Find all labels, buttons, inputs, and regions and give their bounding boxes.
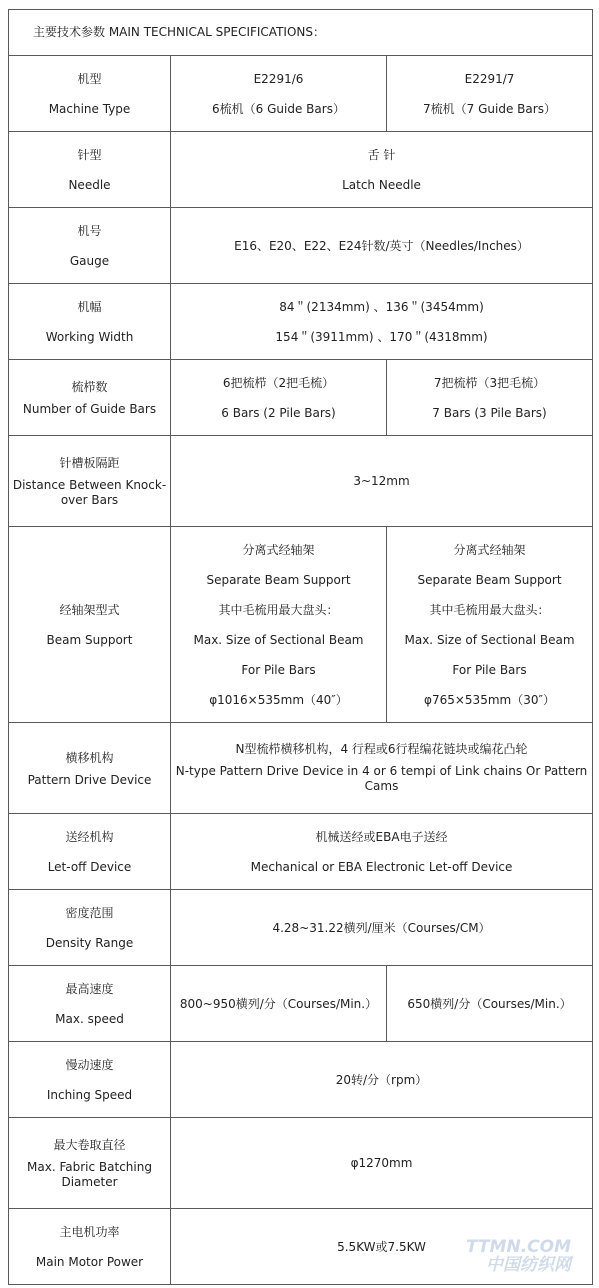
- spec-label-en: Machine Type: [48, 101, 131, 116]
- spec-value-line: 20转/分（rpm）: [335, 1072, 428, 1087]
- spec-value-line: φ765×535mm（30″）: [424, 692, 555, 707]
- spec-value-line: N-type Pattern Drive Device in 4 or 6 tempi of Link chains Or Pattern Cams: [175, 764, 588, 793]
- spec-label-en: Density Range: [45, 935, 134, 950]
- spec-value-cell-right: [387, 56, 593, 132]
- spec-label-zh: 最高速度: [65, 981, 114, 996]
- table-row: [9, 360, 593, 436]
- spec-value-cell: [171, 436, 593, 527]
- table-row: [9, 1118, 593, 1209]
- table-title: 主要技术参数 MAIN TECHNICAL SPECIFICATIONS：: [9, 10, 593, 56]
- spec-label-zh: 主电机功率: [59, 1224, 120, 1239]
- spec-value-line: Max. Size of Sectional Beam: [404, 632, 575, 647]
- spec-label-en: Distance Between Knock-over Bars: [12, 478, 167, 507]
- spec-label-zh: 横移机构: [65, 750, 114, 765]
- spec-label-cell: [9, 436, 171, 527]
- table-row: [9, 56, 593, 132]
- spec-label-cell: [9, 208, 171, 284]
- spec-label-cell: [9, 966, 171, 1042]
- spec-value-line: 800~950横列/分（Courses/Min.）: [179, 996, 378, 1011]
- spec-value-line: For Pile Bars: [241, 662, 316, 677]
- spec-value-cell-right: [387, 527, 593, 723]
- spec-label-zh: 送经机构: [65, 829, 114, 844]
- spec-label-zh: 经轴架型式: [59, 602, 120, 617]
- spec-label-en: Inching Speed: [46, 1087, 133, 1102]
- spec-value-line: E2291/6: [253, 71, 304, 86]
- spec-value-line: Separate Beam Support: [206, 572, 351, 587]
- spec-label-cell: [9, 284, 171, 360]
- spec-value-cell-left: [171, 527, 387, 723]
- spec-value-line: 舌 针: [367, 147, 396, 162]
- spec-value-cell-right: [387, 966, 593, 1042]
- spec-value-line: 84＂(2134mm) 、136＂(3454mm): [279, 299, 484, 314]
- table-row: [9, 208, 593, 284]
- table-row: [9, 284, 593, 360]
- spec-label-en: Working Width: [45, 329, 134, 344]
- spec-value-line: 6把梳栉（2把毛梳）: [222, 375, 335, 390]
- spec-value-line: 5.5KW或7.5KW: [337, 1239, 426, 1254]
- spec-value-line: φ1016×535mm（40″）: [209, 692, 348, 707]
- spec-value-cell-right: [387, 360, 593, 436]
- table-row: [9, 1042, 593, 1118]
- spec-value-cell: [171, 132, 593, 208]
- spec-value-line: N型梳栉横移机构，4 行程或6行程编花链块或编花凸轮: [235, 742, 528, 756]
- spec-table: [8, 9, 593, 1285]
- spec-value-line: E16、E20、E22、E24针数/英寸（Needles/Inches）: [234, 238, 529, 253]
- spec-value-line: 7 Bars (3 Pile Bars): [432, 405, 547, 420]
- spec-label-cell: [9, 1118, 171, 1209]
- table-row: [9, 723, 593, 814]
- spec-label-en: Number of Guide Bars: [22, 402, 157, 416]
- spec-value-line: 其中毛梳用最大盘头：: [429, 602, 550, 617]
- table-row: [9, 527, 593, 723]
- spec-label-cell: [9, 132, 171, 208]
- spec-label-en: Beam Support: [46, 632, 133, 647]
- spec-value-cell-left: [171, 360, 387, 436]
- spec-value-line: 4.28~31.22横列/厘米（Courses/CM）: [272, 920, 491, 935]
- spec-label-zh: 机幅: [77, 299, 102, 314]
- spec-label-en: Pattern Drive Device: [27, 772, 152, 787]
- watermark-line1: TTMN.COM: [465, 1237, 571, 1257]
- spec-label-zh: 机号: [77, 223, 102, 238]
- spec-label-cell: [9, 1042, 171, 1118]
- spec-value-line: 154＂(3911mm) 、170＂(4318mm): [275, 329, 488, 344]
- spec-value-line: Latch Needle: [342, 177, 421, 192]
- spec-label-en: Main Motor Power: [35, 1254, 144, 1269]
- spec-value-cell: [171, 723, 593, 814]
- spec-value-line: For Pile Bars: [452, 662, 527, 677]
- watermark-line2: 中国纺织网: [486, 1255, 571, 1275]
- spec-label-en: Let-off Device: [47, 859, 132, 874]
- spec-value-line: 7梳机（7 Guide Bars）: [423, 101, 556, 116]
- spec-label-zh: 慢动速度: [65, 1057, 114, 1072]
- spec-label-zh: 针型: [77, 147, 102, 162]
- spec-value-cell-left: [171, 966, 387, 1042]
- spec-label-zh: 最大卷取直径: [53, 1138, 126, 1152]
- spec-label-cell: [9, 723, 171, 814]
- spec-value-cell: [171, 814, 593, 890]
- spec-label-en: Max. speed: [55, 1011, 124, 1026]
- spec-value-line: 3~12mm: [353, 474, 410, 488]
- spec-label-cell: [9, 890, 171, 966]
- table-row: [9, 436, 593, 527]
- spec-value-cell: [171, 284, 593, 360]
- spec-value-line: 其中毛梳用最大盘头：: [218, 602, 339, 617]
- spec-value-line: Separate Beam Support: [417, 572, 562, 587]
- spec-value-line: 6 Bars (2 Pile Bars): [221, 405, 336, 420]
- spec-value-line: 分离式经轴架: [242, 542, 315, 557]
- spec-value-cell-left: [171, 56, 387, 132]
- spec-label-cell: [9, 56, 171, 132]
- spec-value-line: φ1270mm: [350, 1156, 413, 1170]
- spec-label-cell: [9, 814, 171, 890]
- table-row: [9, 814, 593, 890]
- spec-label-cell: [9, 527, 171, 723]
- spec-value-line: 机械送经或EBA电子送经: [315, 829, 448, 844]
- spec-value-line: 7把梳栉（3把毛梳）: [433, 375, 546, 390]
- spec-value-cell: [171, 890, 593, 966]
- spec-label-cell: [9, 360, 171, 436]
- spec-label-en: Max. Fabric Batching Diameter: [27, 1160, 152, 1189]
- watermark: [466, 1238, 571, 1274]
- spec-value-cell: [171, 1118, 593, 1209]
- table-row: [9, 132, 593, 208]
- spec-value-line: E2291/7: [464, 71, 515, 86]
- spec-value-cell: [171, 208, 593, 284]
- table-row: [9, 966, 593, 1042]
- spec-value-line: 分离式经轴架: [453, 542, 526, 557]
- spec-label-en: Needle: [68, 177, 111, 192]
- spec-label-en: Gauge: [69, 253, 110, 268]
- spec-label-zh: 针槽板隔距: [59, 456, 120, 470]
- spec-value-line: 6梳机（6 Guide Bars）: [212, 101, 345, 116]
- spec-label-zh: 梳栉数: [71, 380, 108, 394]
- spec-value-line: Mechanical or EBA Electronic Let-off Device: [250, 859, 513, 874]
- spec-label-zh: 密度范围: [65, 905, 114, 920]
- spec-value-cell: [171, 1042, 593, 1118]
- spec-label-cell: [9, 1209, 171, 1285]
- table-row: [9, 890, 593, 966]
- spec-value-line: Max. Size of Sectional Beam: [193, 632, 364, 647]
- spec-label-zh: 机型: [77, 71, 102, 86]
- spec-value-line: 650横列/分（Courses/Min.）: [407, 996, 572, 1011]
